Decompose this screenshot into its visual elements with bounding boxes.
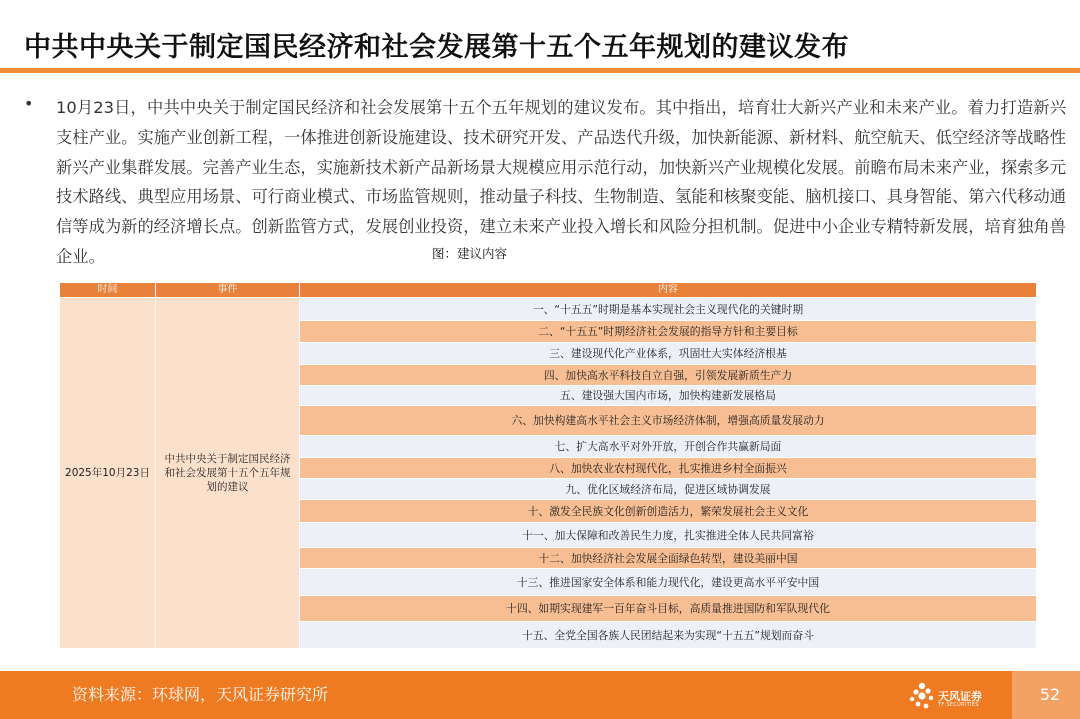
- table-cell-event: [156, 298, 299, 648]
- table-row: 一、“十五五”时期是基本实现社会主义现代化的关键时期: [300, 298, 1036, 320]
- table-row: 二、“十五五”时期经济社会发展的指导方针和主要目标: [300, 321, 1036, 342]
- event-value: 中共中央关于制定国民经济和社会发展第十五个五年规划的建议: [164, 453, 291, 493]
- source-note: 资料来源：环球网，天风证券研究所: [72, 685, 329, 704]
- time-value: 2025年10月23日: [65, 467, 150, 479]
- table-row: 六、加快构建高水平社会主义市场经济体制，增强高质量发展动力: [300, 406, 1036, 435]
- logo-subtext: TF SECURITIES: [938, 702, 979, 708]
- table-row: 十、激发全民族文化创新创造活力，繁荣发展社会主义文化: [300, 500, 1036, 522]
- body-paragraph: 10月23日，中共中央关于制定国民经济和社会发展第十五个五年规划的建议发布。其中指出，培育壮大新兴产业和未来产业。着力打造新兴支柱产业。实施产业创新工程，一体推进创新设施建设、技术研究开发、产品迭代升级，加快新能源、新材料、航空航天、低空经济等战略性新兴产业集群发展。完善产业生态，实施新技术新产品新场景大规模应用示范行动，加快新兴产业规模化发展。前瞻布局未来产业，探索多元技术路线、典型应用场景、可行商业模式、市场监管规则，推动量子科技、生物制造、氢能和核聚变能、脑机接口、具身智能、第六代移动通信等成为新的经济增长点。创新监管方式，发展创业投资，建立未来产业投入增长和风险分担机制。促进中小企业专精特新发展，培育独角兽企业。: [56, 98, 1066, 266]
- title-divider: [0, 68, 1080, 73]
- table-row: 八、加快农业农村现代化，扎实推进乡村全面振兴: [300, 458, 1036, 478]
- proposal-table: [60, 283, 1036, 648]
- table-row: 十四、如期实现建军一百年奋斗目标，高质量推进国防和军队现代化: [300, 596, 1036, 621]
- table-row: 十二、加快经济社会发展全面绿色转型，建设美丽中国: [300, 548, 1036, 568]
- table-row: 三、建设现代化产业体系，巩固壮大实体经济根基: [300, 343, 1036, 364]
- page-title: 中共中央关于制定国民经济和社会发展第十五个五年规划的建议发布: [24, 32, 849, 63]
- logo-text: 天风证券: [938, 690, 982, 703]
- table-header-content: 内容: [300, 283, 1036, 297]
- bullet-point: •: [24, 94, 34, 113]
- table-row: 十五、全党全国各族人民团结起来为实现“十五五”规划而奋斗: [300, 622, 1036, 648]
- table-row: 十三、推进国家安全体系和能力现代化，建设更高水平平安中国: [300, 569, 1036, 595]
- table-row: 九、优化区域经济布局，促进区域协调发展: [300, 479, 1036, 499]
- table-cell-time: [60, 298, 155, 648]
- page-number: 52: [1039, 685, 1061, 704]
- table-row: 七、扩大高水平对外开放，开创合作共赢新局面: [300, 436, 1036, 457]
- table-header-event: 事件: [156, 283, 299, 297]
- table-row: 十一、加大保障和改善民生力度，扎实推进全体人民共同富裕: [300, 523, 1036, 547]
- table-row: 五、建设强大国内市场，加快构建新发展格局: [300, 386, 1036, 405]
- table-header-time: 时间: [60, 283, 155, 297]
- table-row: 四、加快高水平科技自立自强，引领发展新质生产力: [300, 365, 1036, 385]
- figure-caption: 图：建议内容: [432, 246, 508, 261]
